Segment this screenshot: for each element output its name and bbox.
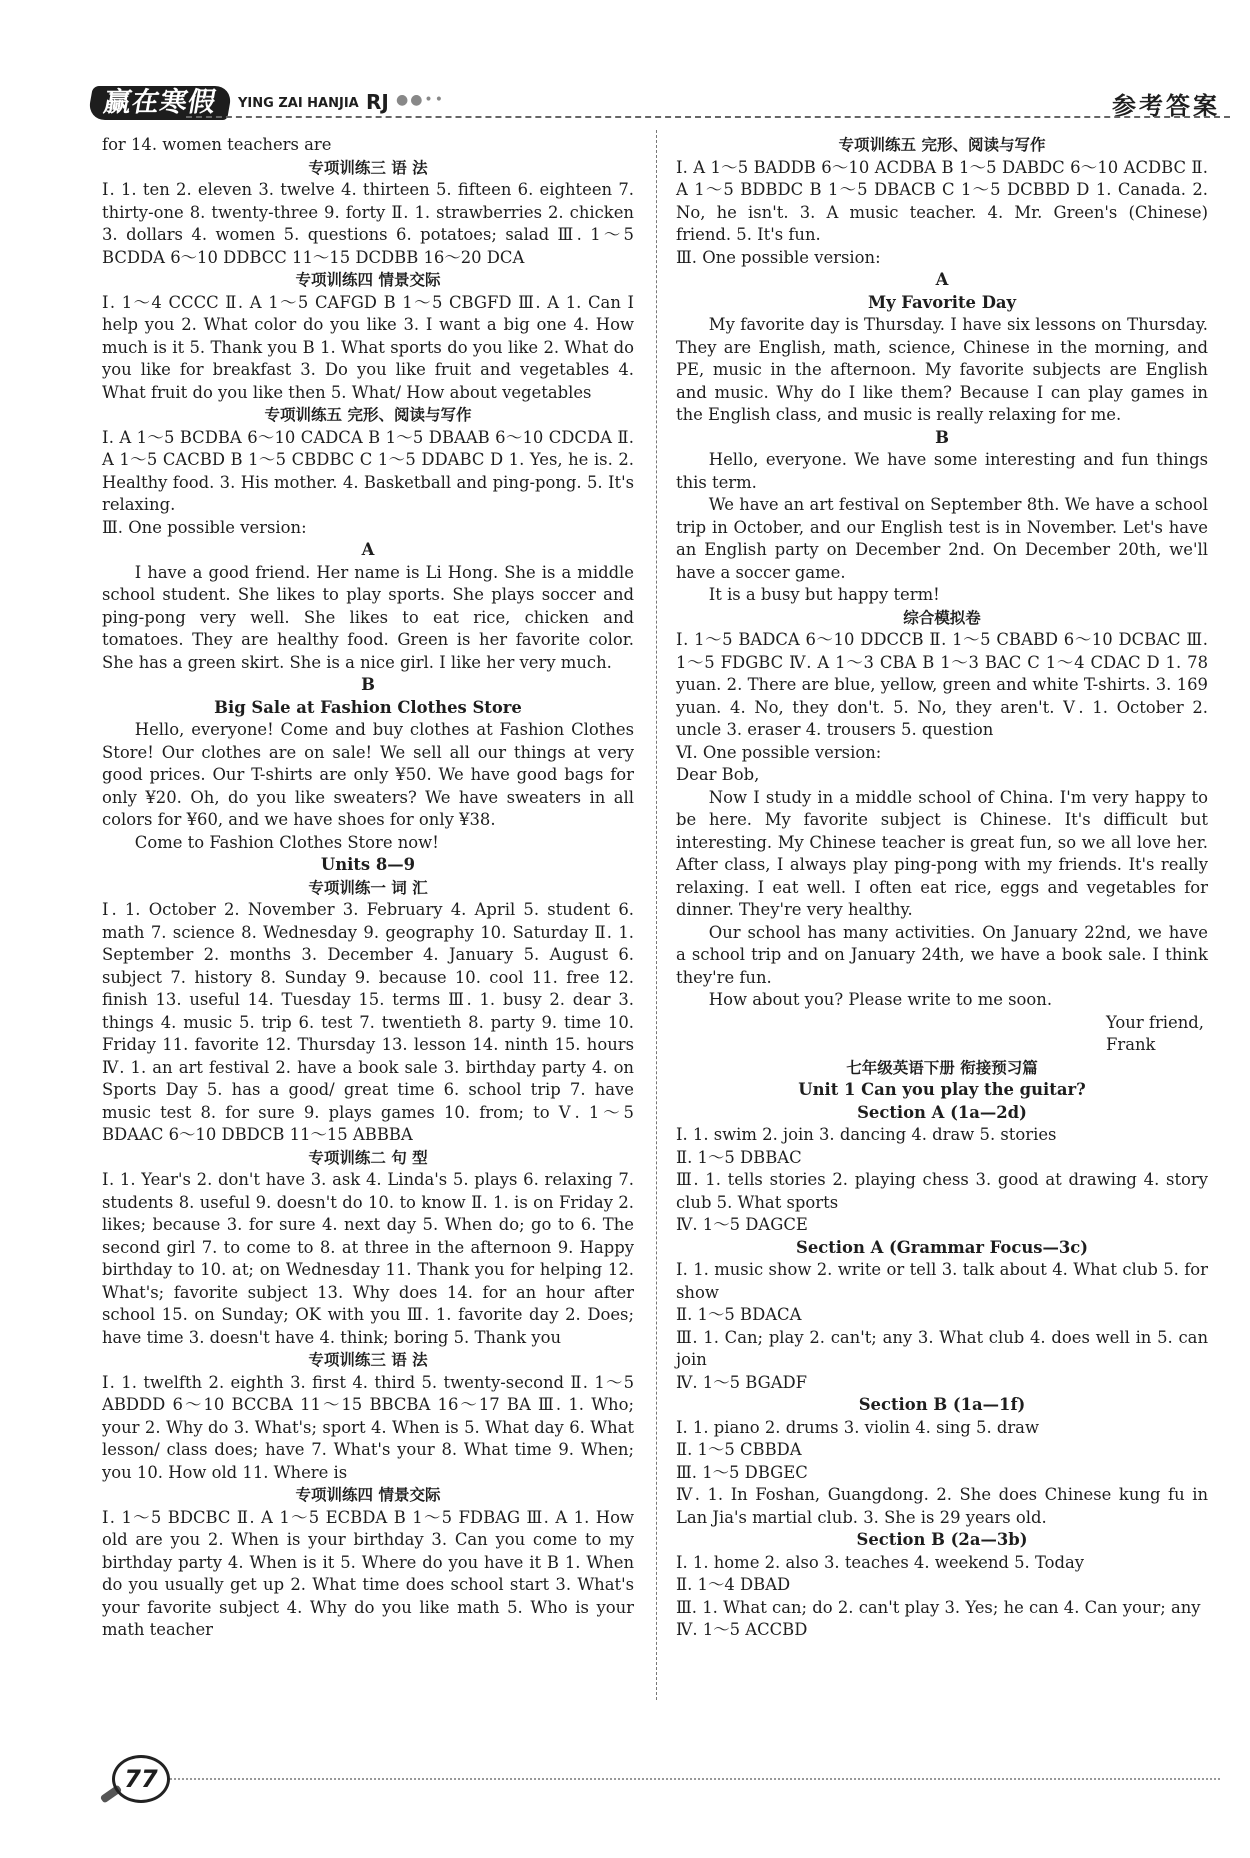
essay-paragraph: It is a busy but happy term! [708,585,940,604]
column-divider [656,130,657,1700]
answer-line: Ⅱ. 1～5 BDACA [676,1305,802,1324]
answer-line: Ⅲ. 1～5 DBGEC [676,1462,808,1482]
section-heading: 专项训练四 情景交际 [295,271,441,289]
section-heading: 专项训练三 语 法 [308,1351,428,1369]
answer-line: Ⅰ. 1. home 2. also 3. teaches 4. weekend 5. Today [676,1552,1085,1572]
answer-column-right [676,134,1208,1642]
answer-line: Ⅱ. 1～5 DBBAC [676,1147,802,1167]
answer-line: Ⅳ. 1. In Foshan, Guangdong. 2. She does Chinese kung fu in Lan Jia's martial club. 3. She is 29 years old. [676,1485,1208,1527]
answer-column-left [102,134,634,1642]
sub-heading: My Favorite Day [867,292,1017,312]
answer-line: Ⅲ. 1. tells stories 2. playing chess 3. good at drawing 4. story club 5. What sports [676,1170,1208,1212]
answer-line: Ⅰ. 1. Year's 2. don't have 3. ask 4. Linda's 5. plays 6. relaxing 7. students 8. useful 9. doesn't do 10. to know Ⅱ. 1. is on Friday 2. likes; because 3. for sure 4. next day 5. When do; go to 6. The second girl 7. to come to 8. at three in the afternoon 9. Happy birthday to 10. at; on Wednesday 11. Thank you for helping 12. What's; favorite subject 13. Why does 14. for an hour after school 15. on Sunday; OK with you Ⅲ. 1. favorite day 2. Does; have time 3. doesn't have 4. think; boring 5. Thank you [102,1170,634,1347]
header-divider [186,116,1230,118]
section-heading: 七年级英语下册 衔接预习篇 [846,1058,1038,1077]
section-heading: 专项训练五 完形、阅读与写作 [264,406,472,424]
section-heading: 专项训练一 词 汇 [308,878,428,897]
answer-line: Ⅱ. 1～4 DBAD [676,1575,791,1594]
answer-line: Ⅰ. 1. swim 2. join 3. dancing 4. draw 5. stories [676,1125,1057,1144]
essay-paragraph: Come to Fashion Clothes Store now! [134,832,439,852]
answer-line: Ⅲ. One possible version: [676,247,881,267]
sub-heading: Section B (1a—1f) [858,1395,1026,1414]
answer-line: Ⅲ. One possible version: [102,517,307,537]
essay-paragraph: We have an art festival on September 8th. We have a school trip in October, and our English test is in November. Let's have an English party on December 2nd. On December 20th, we'll have a soccer game. [676,495,1208,582]
essay-paragraph: Hello, everyone. We have some interesting and fun things this term. [676,450,1208,492]
page-header [90,86,1230,126]
sub-heading: Units 8—9 [320,855,416,874]
letter-signoff: Frank [1106,1035,1156,1054]
section-heading: 专项训练五 完形、阅读与写作 [838,136,1046,154]
answer-line: Ⅳ. 1～5 BGADF [676,1372,808,1392]
edition-badge: RJ [366,90,389,114]
answer-line: Ⅰ. A 1～5 BCDBA 6～10 CADCA B 1～5 DBAAB 6～10 CDCDA Ⅱ. A 1～5 CACBD B 1～5 CBDBC C 1～5 DDABC D 1. Yes, he is. 2. Healthy food. 3. His mother. 4. Basketball and ping-pong. 5. It's relaxing. [102,427,634,514]
section-heading: 专项训练三 语 法 [308,158,428,177]
section-heading: 综合模拟卷 [903,608,981,627]
answer-line: Ⅲ. 1. Can; play 2. can't; any 3. What club 4. does well in 5. can join [676,1327,1208,1369]
footer-divider [170,1778,1220,1780]
essay-paragraph: How about you? Please write to me soon. [708,990,1053,1009]
sub-heading: Section A (1a—2d) [857,1102,1027,1122]
sub-heading: Big Sale at Fashion Clothes Store [214,697,522,717]
sub-heading: Section B (2a—3b) [856,1530,1028,1549]
answer-line: Ⅳ. 1～5 ACCBD [676,1620,808,1639]
answer-line: Ⅰ. 1～4 CCCC Ⅱ. A 1～5 CAFGD B 1～5 CBGFD Ⅲ. A 1. Can I help you 2. What color do you like 3. I want a big one 4. How much is it 5. Thank you B 1. What sports do you like 2. What do you like for breakfast 3. Do you like fruit and vegetables 4. What fruit do you like then 5. What/ How about vegetables [102,292,634,402]
section-heading: 专项训练四 情景交际 [295,1486,441,1504]
sub-heading: A [935,270,949,289]
section-title: 参考答案 [1112,92,1220,120]
answer-line: Ⅰ. 1～5 BDCBC Ⅱ. A 1～5 ECBDA B 1～5 FDBAG Ⅲ. A 1. How old are you 2. When is your birthday 3. Can you come to my birthday party 4. When is it 5. Where do you have it B 1. When do you usually get up 2. What time does school start 3. What's your favorite subject 4. Why do you like math 5. Who is your math teacher [102,1507,634,1639]
sub-heading: Section A (Grammar Focus—3c) [795,1237,1088,1257]
page-number: 77 [112,1755,170,1803]
answer-line: Ⅰ. 1～5 BADCA 6～10 DDCCB Ⅱ. 1～5 CBABD 6～10 DCBAC Ⅲ. 1～5 FDGBC Ⅳ. A 1～3 CBA B 1～3 BAC C 1～4 CDAC D 1. 78 yuan. 2. There are blue, yellow, green and white T-shirts. 3. 169 yuan. 4. No, they don't. 5. No, they aren't. Ⅴ. 1. October 2. uncle 3. eraser 4. trousers 5. question [676,630,1208,739]
answer-line: Ⅲ. 1. What can; do 2. can't play 3. Yes; he can 4. Can your; any [676,1597,1201,1617]
answer-line: Ⅰ. 1. October 2. November 3. February 4. April 5. student 6. math 7. science 8. Wednesday 9. geography 10. Saturday Ⅱ. 1. September 2. months 3. December 4. January 5. August 6. subject 7. history 8. Sunday 9. because 10. cool 11. free 12. finish 13. useful 14. Tuesday 15. terms Ⅲ. 1. busy 2. dear 3. things 4. music 5. trip 6. test 7. twentieth 8. party 9. time 10. Friday 11. favorite 12. Thursday 13. lesson 14. ninth 15. hours Ⅳ. 1. an art festival 2. have a book sale 3. birthday party 4. on Sports Day 5. has a good/ great time 6. school trip 7. have music test 8. for sure 9. plays games 10. from; to Ⅴ. 1～5 BDAAC 6～10 DBDCB 11～15 ABBBA [102,900,634,1144]
book-logo-pinyin: YING ZAI HANJIA [238,96,359,111]
essay-paragraph: Now I study in a middle school of China. I'm very happy to be here. My favorite subject is Chinese. It's difficult but interesting. My Chinese teacher is great fun, so we all love her. After class, I always play ping-pong with my friends. It's really relaxing. I eat well. I often eat rice, eggs and vegetables for dinner. They're very healthy. [676,787,1208,919]
answer-line: Ⅰ. 1. piano 2. drums 3. violin 4. sing 5. draw [676,1417,1039,1437]
decorative-dots-icon: ●●•• [396,92,445,108]
sub-heading: B [935,427,949,447]
answer-line: Ⅰ. A 1～5 BADDB 6～10 ACDBA B 1～5 DABDC 6～10 ACDBC Ⅱ. A 1～5 BDBDC B 1～5 DBACB C 1～5 DCBBD D 1. Canada. 2. No, he isn't. 3. A music teacher. 4. Mr. Green's (Chinese) friend. 5. It's fun. [676,157,1208,244]
essay-paragraph: My favorite day is Thursday. I have six lessons on Thursday. They are English, math, science, Chinese in the morning, and PE, music in the afternoon. My favorite subjects are English and music. Why do I like them? Because I can play games in the English class, and music is really relaxing for me. [676,315,1208,424]
answer-line: Ⅰ. 1. twelfth 2. eighth 3. first 4. third 5. twenty-second Ⅱ. 1～5 ABDDD 6～10 BCCBA 11～15 BBCBA 16～17 BA Ⅲ. 1. Who; your 2. Why do 3. What's; sport 4. When is 5. What day 6. What lesson/ class does; have 7. What's your 8. What time 9. When; you 10. How old 11. Where is [102,1372,634,1482]
sub-heading: B [361,675,375,694]
answer-line: Ⅵ. One possible version: [676,742,882,762]
section-heading: 专项训练二 句 型 [308,1148,428,1167]
book-logo: 赢在寒假 [87,86,233,120]
sub-heading: Unit 1 Can you play the guitar? [798,1080,1086,1099]
sub-heading: A [361,540,375,559]
answer-line: Ⅰ. 1. ten 2. eleven 3. twelve 4. thirteen 5. fifteen 6. eighteen 7. thirty-one 8. twenty-three 9. forty Ⅱ. 1. strawberries 2. chicken 3. dollars 4. women 5. questions 6. potatoes; salad Ⅲ. 1～5 BCDDA 6～10 DDBCC 11～15 DCDBB 16～20 DCA [102,180,634,267]
answer-line: Ⅱ. 1～5 CBBDA [676,1440,802,1459]
essay-paragraph: Hello, everyone! Come and buy clothes at Fashion Clothes Store! Our clothes are on sale! We sell all our things at very good prices. Our T-shirts are only ¥50. We have good bags for only ¥20. Oh, do you like sweaters? We have sweaters in all colors for ¥60, and we have shoes for only ¥38. [102,720,634,829]
answer-line: for 14. women teachers are [102,135,332,154]
answer-line: Ⅰ. 1. music show 2. write or tell 3. talk about 4. What club 5. for show [676,1260,1208,1302]
letter-signoff: Your friend, [1106,1012,1204,1032]
answer-line: Ⅳ. 1～5 DAGCE [676,1215,808,1234]
essay-paragraph: I have a good friend. Her name is Li Hong. She is a middle school student. She likes to play sports. She plays soccer and ping-pong very well. She likes to eat rice, chicken and tomatoes. They are healthy food. Green is her favorite color. She has a green skirt. She is a nice girl. I like her very much. [102,562,634,672]
essay-paragraph: Our school has many activities. On January 22nd, we have a school trip and on January 24th, we have a book sale. I think they're fun. [676,922,1208,987]
answer-line: Dear Bob, [676,765,760,784]
